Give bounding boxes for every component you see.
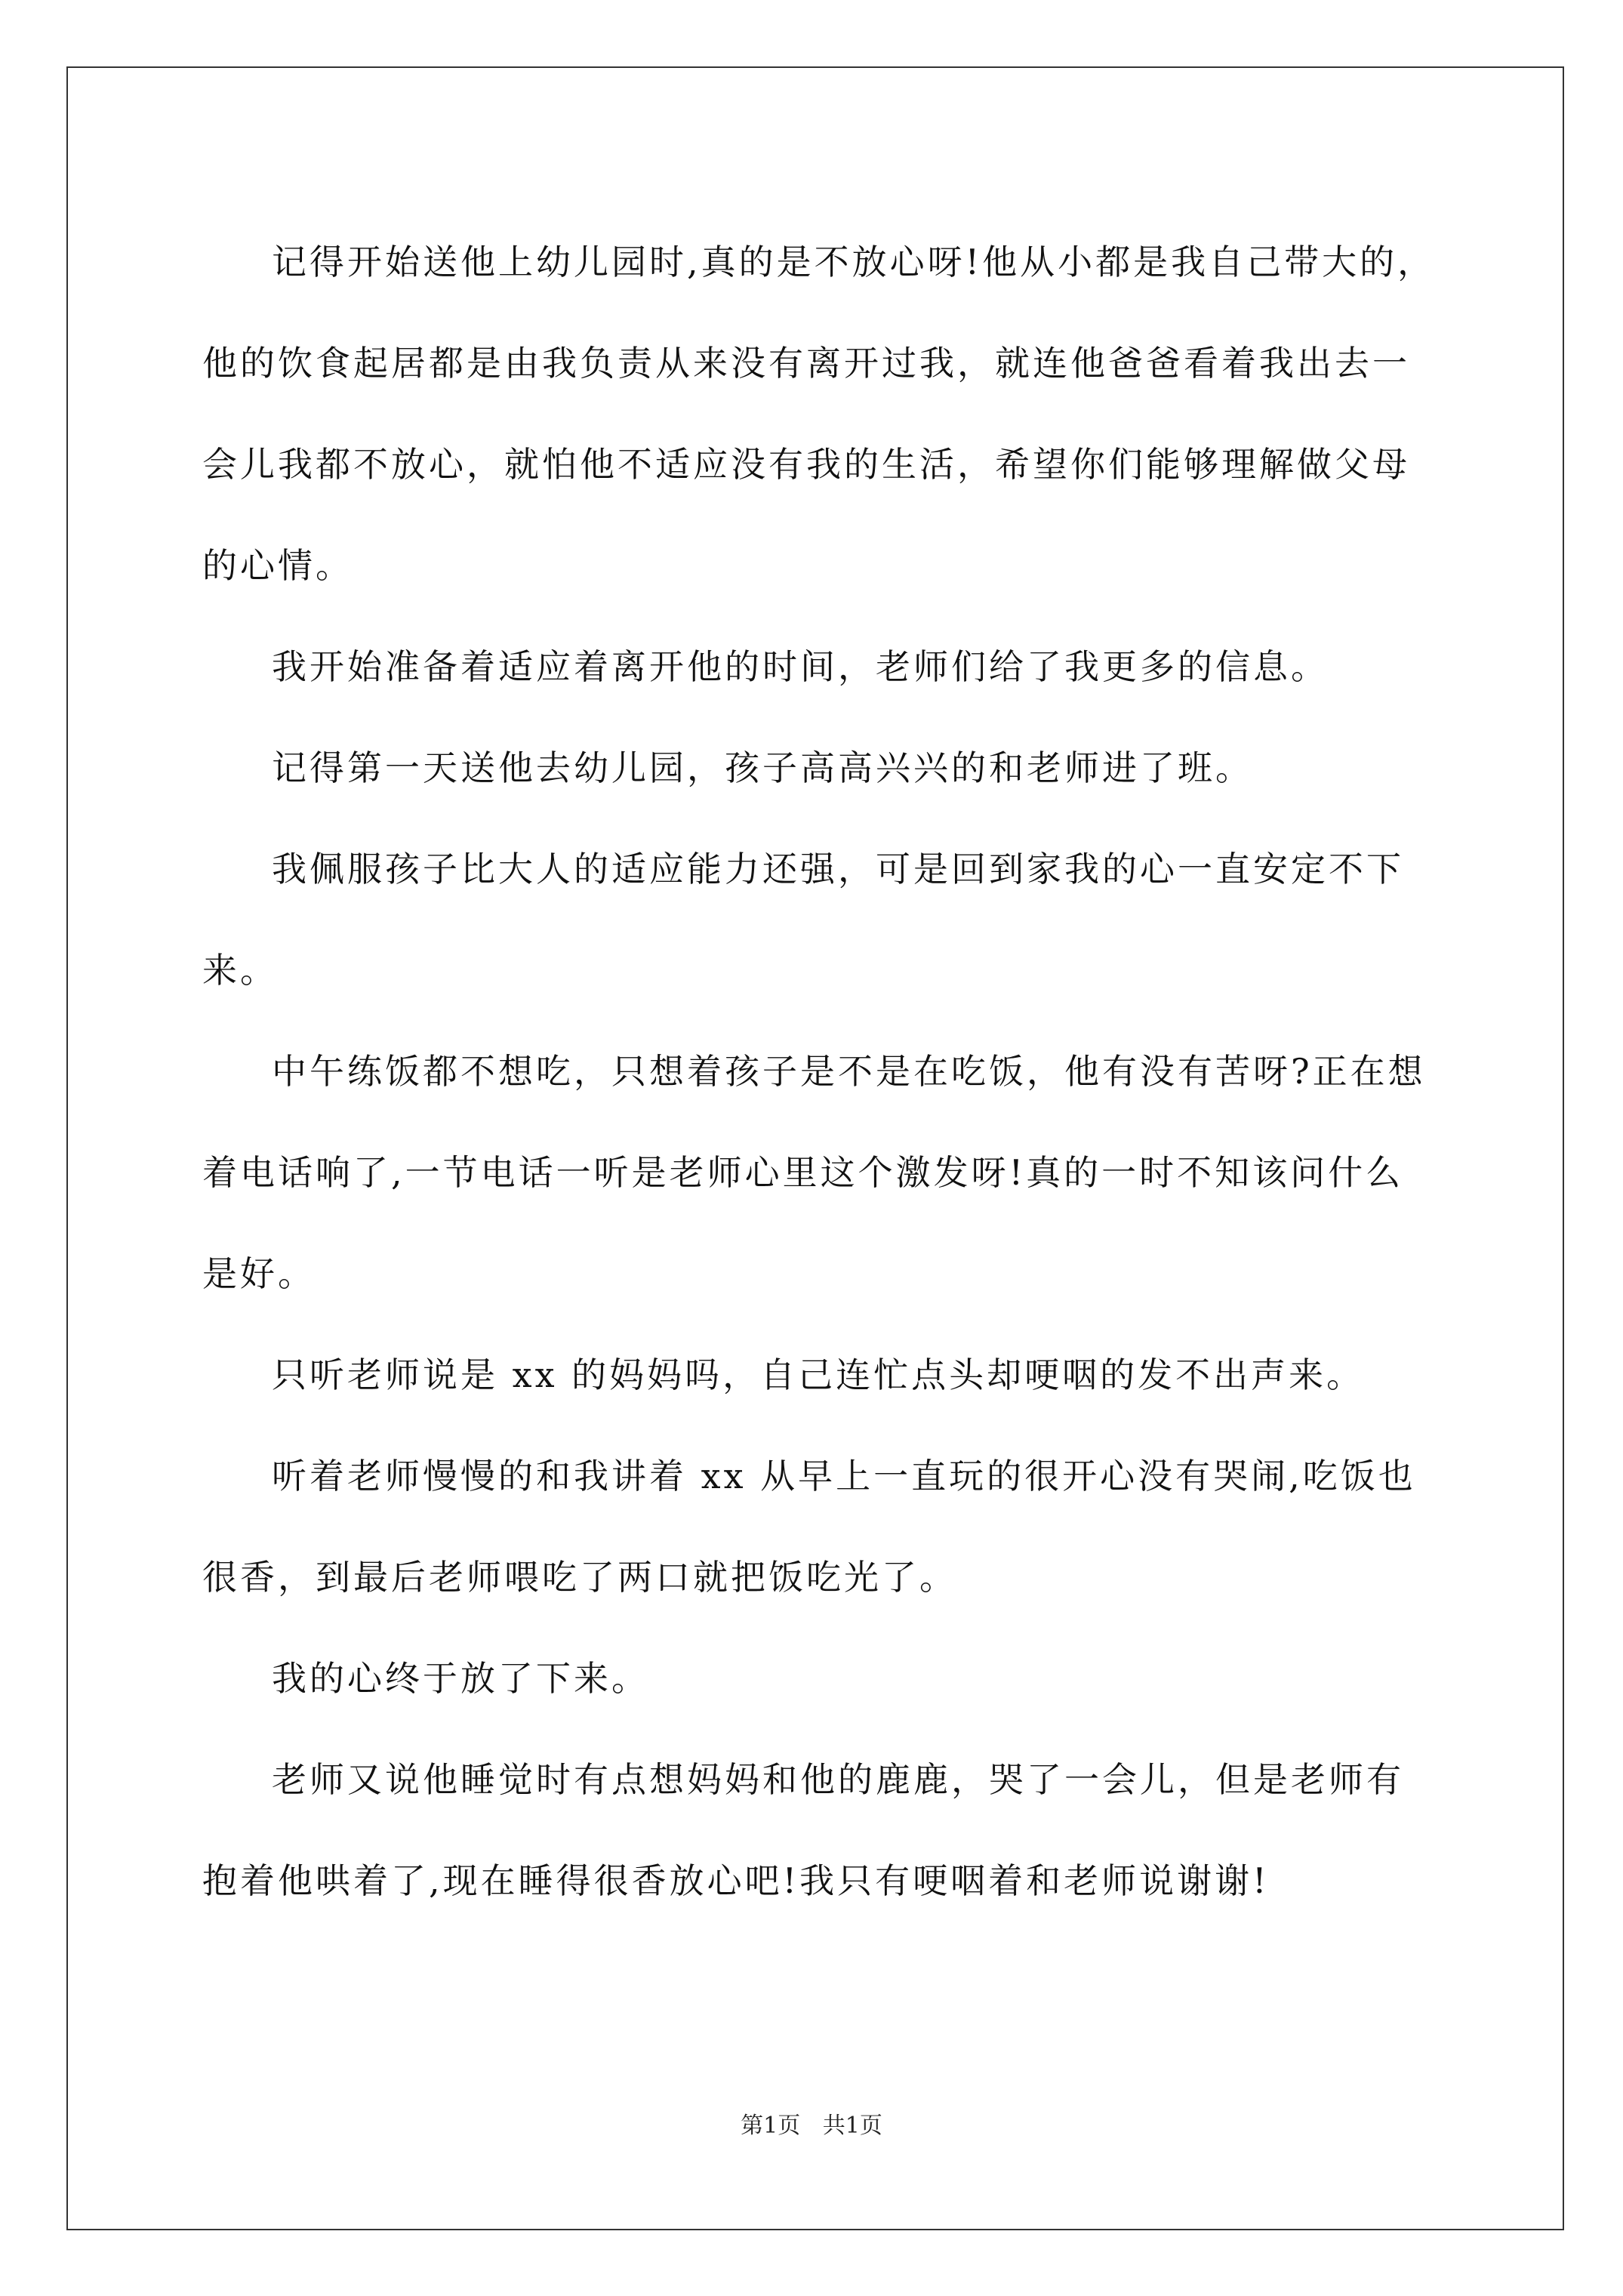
document-body — [202, 211, 1440, 1931]
paragraph: 我的心终于放了下来。 — [272, 1658, 649, 1699]
paragraph: 听着老师慢慢的和我讲着 xx 从早上一直玩的很开心没有哭闹,吃饭也很香，到最后老师喂吃了两口就把饭吃光了。 — [202, 1456, 1416, 1598]
paragraph: 我开始准备着适应着离开他的时间，老师们给了我更多的信息。 — [272, 646, 1329, 687]
page-number-total: 共1页 — [822, 2113, 882, 2139]
paragraph: 我佩服孩子比大人的适应能力还强，可是回到家我的心一直安定不下来。 — [202, 849, 1404, 991]
page-number-current: 第1页 — [741, 2113, 801, 2139]
page-footer — [0, 2106, 1623, 2140]
paragraph: 记得开始送他上幼儿园时,真的是不放心呀!他从小都是我自己带大的，他的饮食起居都是由我负责从来没有离开过我，就连他爸爸看着我出去一会儿我都不放心，就怕他不适应没有我的生活，希望你们能够理解做父母的心情。 — [202, 242, 1436, 586]
paragraph: 老师又说他睡觉时有点想妈妈和他的鹿鹿，哭了一会儿，但是老师有抱着他哄着了,现在睡得很香放心吧!我只有哽咽着和老师说谢谢! — [202, 1759, 1404, 1901]
paragraph: 中午练饭都不想吃，只想着孩子是不是在吃饭，他有没有苦呀?正在想着电话响了,一节电话一听是老师心里这个激发呀!真的一时不知该问什么是好。 — [202, 1051, 1426, 1294]
paragraph: 记得第一天送他去幼儿园，孩子高高兴兴的和老师进了班。 — [272, 747, 1253, 788]
paragraph: 只听老师说是 xx 的妈妈吗，自己连忙点头却哽咽的发不出声来。 — [272, 1354, 1365, 1395]
